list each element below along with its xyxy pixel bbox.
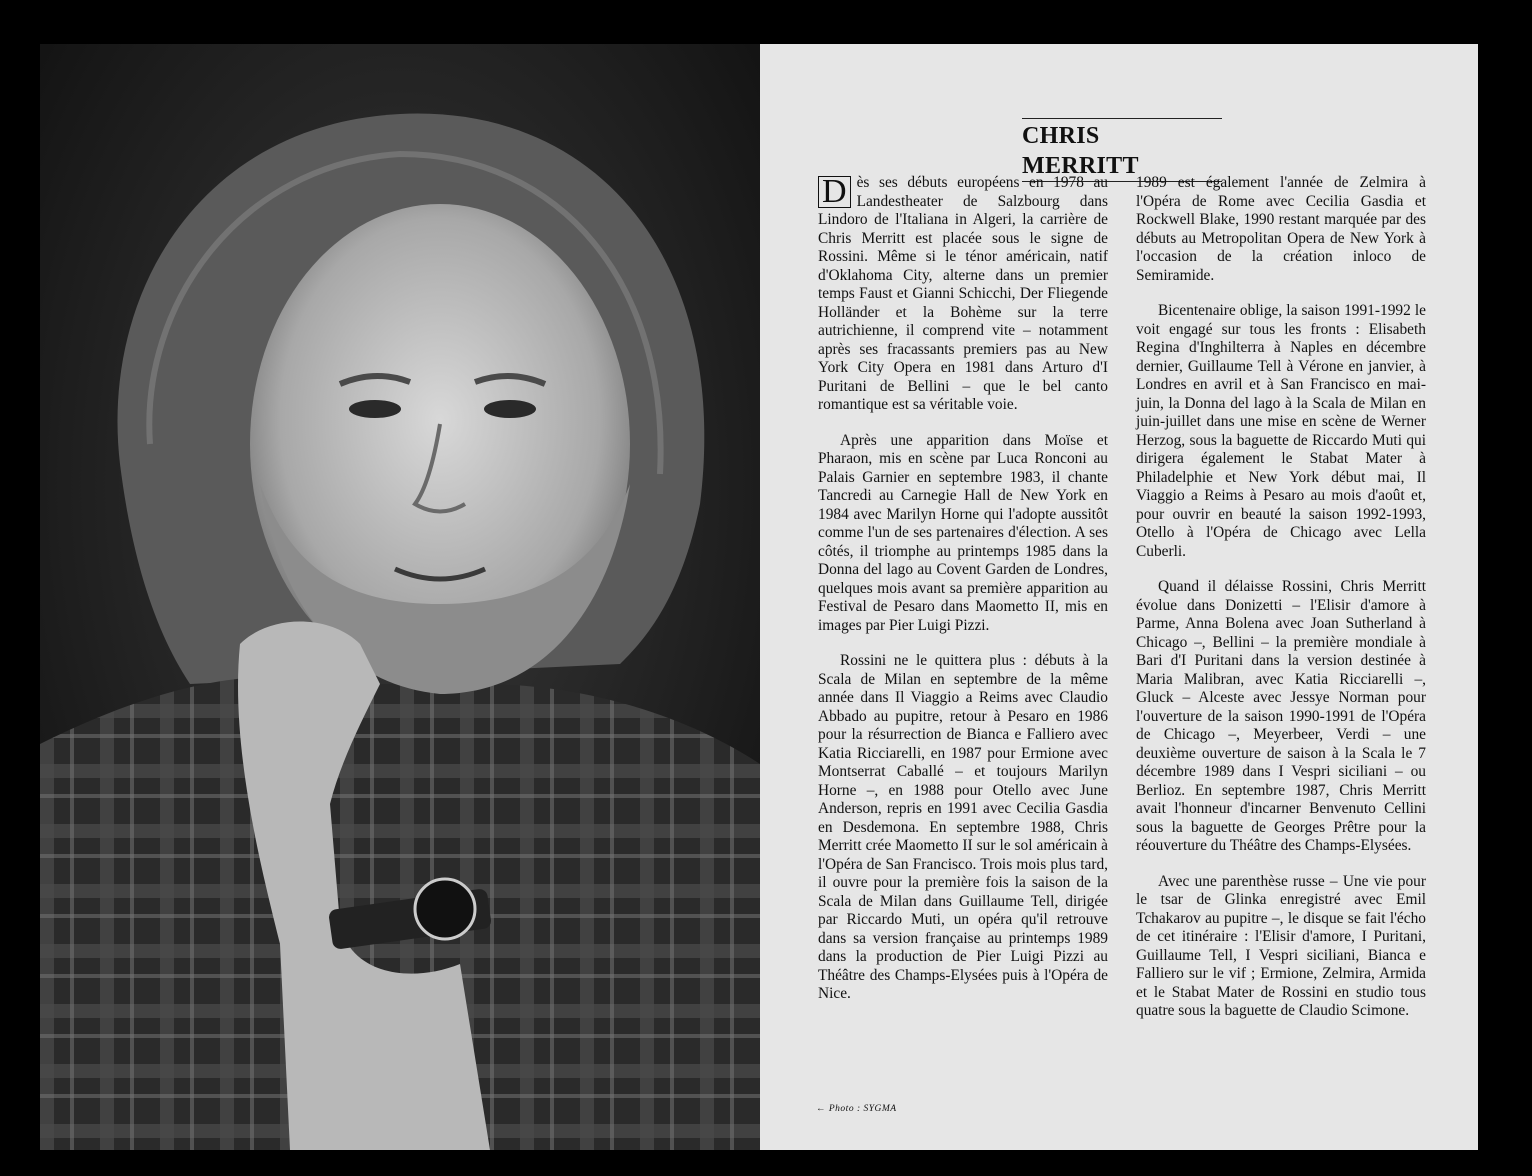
- text-column-left: [818, 174, 1108, 1021]
- portrait-illustration: [40, 44, 760, 1150]
- article-page: [760, 44, 1478, 1150]
- paragraph: Quand il délaisse Rossini, Chris Merritt évolue dans Donizetti – l'Elisir d'amore à Parme, Anna Bolena avec Joan Sutherland à Chicago –, Bellini – la première mondiale à Bari d'I Puritani dans la version destinée à Maria Malibran, avec Katia Ricciarelli –, Gluck – Alceste avec Jessye Norman pour l'ouverture de la saison 1990-1991 de l'Opéra de Chicago –, Meyerbeer, Verdi – une deuxième ouverture de saison à la Scala le 7 décembre 1989 dans I Vespri siciliani – ou Berlioz. En septembre 1987, Chris Merritt avait l'honneur d'incarner Benvenuto Cellini sous la baguette de Georges Prêtre pour la réouverture du Théâtre des Champs-Elysées.: [1136, 578, 1426, 854]
- portrait-photo: [40, 44, 760, 1150]
- paragraph: Après une apparition dans Moïse et Pharaon, mis en scène par Luca Ronconi au Palais Garnier en septembre 1983, il chante Tancredi au Carnegie Hall de New York en 1984 avec Marilyn Horne qui l'adopte aussitôt comme l'un de ses partenaires d'élection. A ses côtés, il triomphe au printemps 1985 dans la Donna del lago au Covent Garden de Londres, quelques mois avant sa première apparition au Festival de Pesaro dans Maometto II, mis en images par Pier Luigi Pizzi.: [818, 431, 1108, 634]
- article-title: CHRIS MERRITT: [1022, 123, 1139, 179]
- photo-credit: ← Photo : SYGMA: [816, 1104, 897, 1114]
- paragraph: Avec une parenthèse russe – Une vie pour le tsar de Glinka enregistré avec Emil Tchakarov au pupitre –, le disque se fait l'écho de cet itinéraire : l'Elisir d'amore, I Puritani, Guillaume Tell, I Vespri siciliani, Bianca e Falliero sur le vif ; Ermione, Zelmira, Armida et le Stabat Mater de Rossini en studio tous quatre sous la baguette de Claudio Scimone.: [1136, 872, 1426, 1019]
- paragraph: Bicentenaire oblige, la saison 1991-1992 le voit engagé sur tous les fronts : Elisabeth Regina d'Inghilterra à Naples en décembre dernier, Guillaume Tell à Vérone en janvier, à Londres en avril et à San Francisco en mai-juin, la Donna del lago à la Scala de Milan en juin-juillet dans une mise en scène de Werner Herzog, sous la baguette de Riccardo Muti qui dirigera également le Stabat Mater à Philadelphie et New York début mai, Il Viaggio a Reims à Pesaro au mois d'août et, pour ouvrir en beauté la saison 1992-1993, Otello à l'Opéra de Chicago avec Lella Cuberli.: [1136, 302, 1426, 560]
- paragraph: 1989 est également l'année de Zelmira à l'Opéra de Rome avec Cecilia Gasdia et Rockwell Blake, 1990 restant marquée par des débuts au Metropolitan Opera de New York à l'occasion de la création inloco de Semiramide.: [1136, 174, 1426, 284]
- text-column-right: [1136, 174, 1426, 1038]
- paragraph: Rossini ne le quittera plus : débuts à la Scala de Milan en septembre de la même année dans Il Viaggio a Reims avec Claudio Abbado au pupitre, retour à Pesaro en 1986 pour la résurrection de Bianca e Falliero avec Katia Ricciarelli, en 1987 pour Ermione avec Montserrat Caballé – et toujours Marilyn Horne –, en 1988 pour Otello avec June Anderson, repris en 1991 avec Cecilia Gasdia en Desdemona. En septembre 1988, Chris Merritt crée Maometto II sur le sol américain à l'Opéra de San Francisco. Trois mois plus tard, il ouvre pour la première fois la saison de la Scala de Milan dans Guillaume Tell, dirigée par Riccardo Muti, un opéra qu'il retrouve dans sa version française au printemps 1989 dans la production de Pier Luigi Pizzi au Théâtre des Champs-Elysées puis à l'Opéra de Nice.: [818, 652, 1108, 1002]
- paragraph: [818, 174, 1108, 415]
- drop-cap: D: [818, 176, 851, 208]
- paragraph-text: ès ses débuts européens en 1978 au Landestheater de Salzbourg dans Lindoro de l'Italiana in Algeri, la carrière de Chris Merritt est placée sous le signe de Rossini. Même si le ténor américain, natif d'Oklahoma City, alterne dans un premier temps Faust et Gianni Schicchi, Der Fliegende Holländer et la Bohème sur la terre autrichienne, il comprend vite – notamment après ses fracassants premiers pas au New York City Opera en 1981 dans Arturo d'I Puritani de Bellini – que le bel canto romantique est sa véritable voie.: [818, 174, 1108, 413]
- title-block: [1022, 118, 1222, 182]
- title-top-rule: [1022, 118, 1222, 119]
